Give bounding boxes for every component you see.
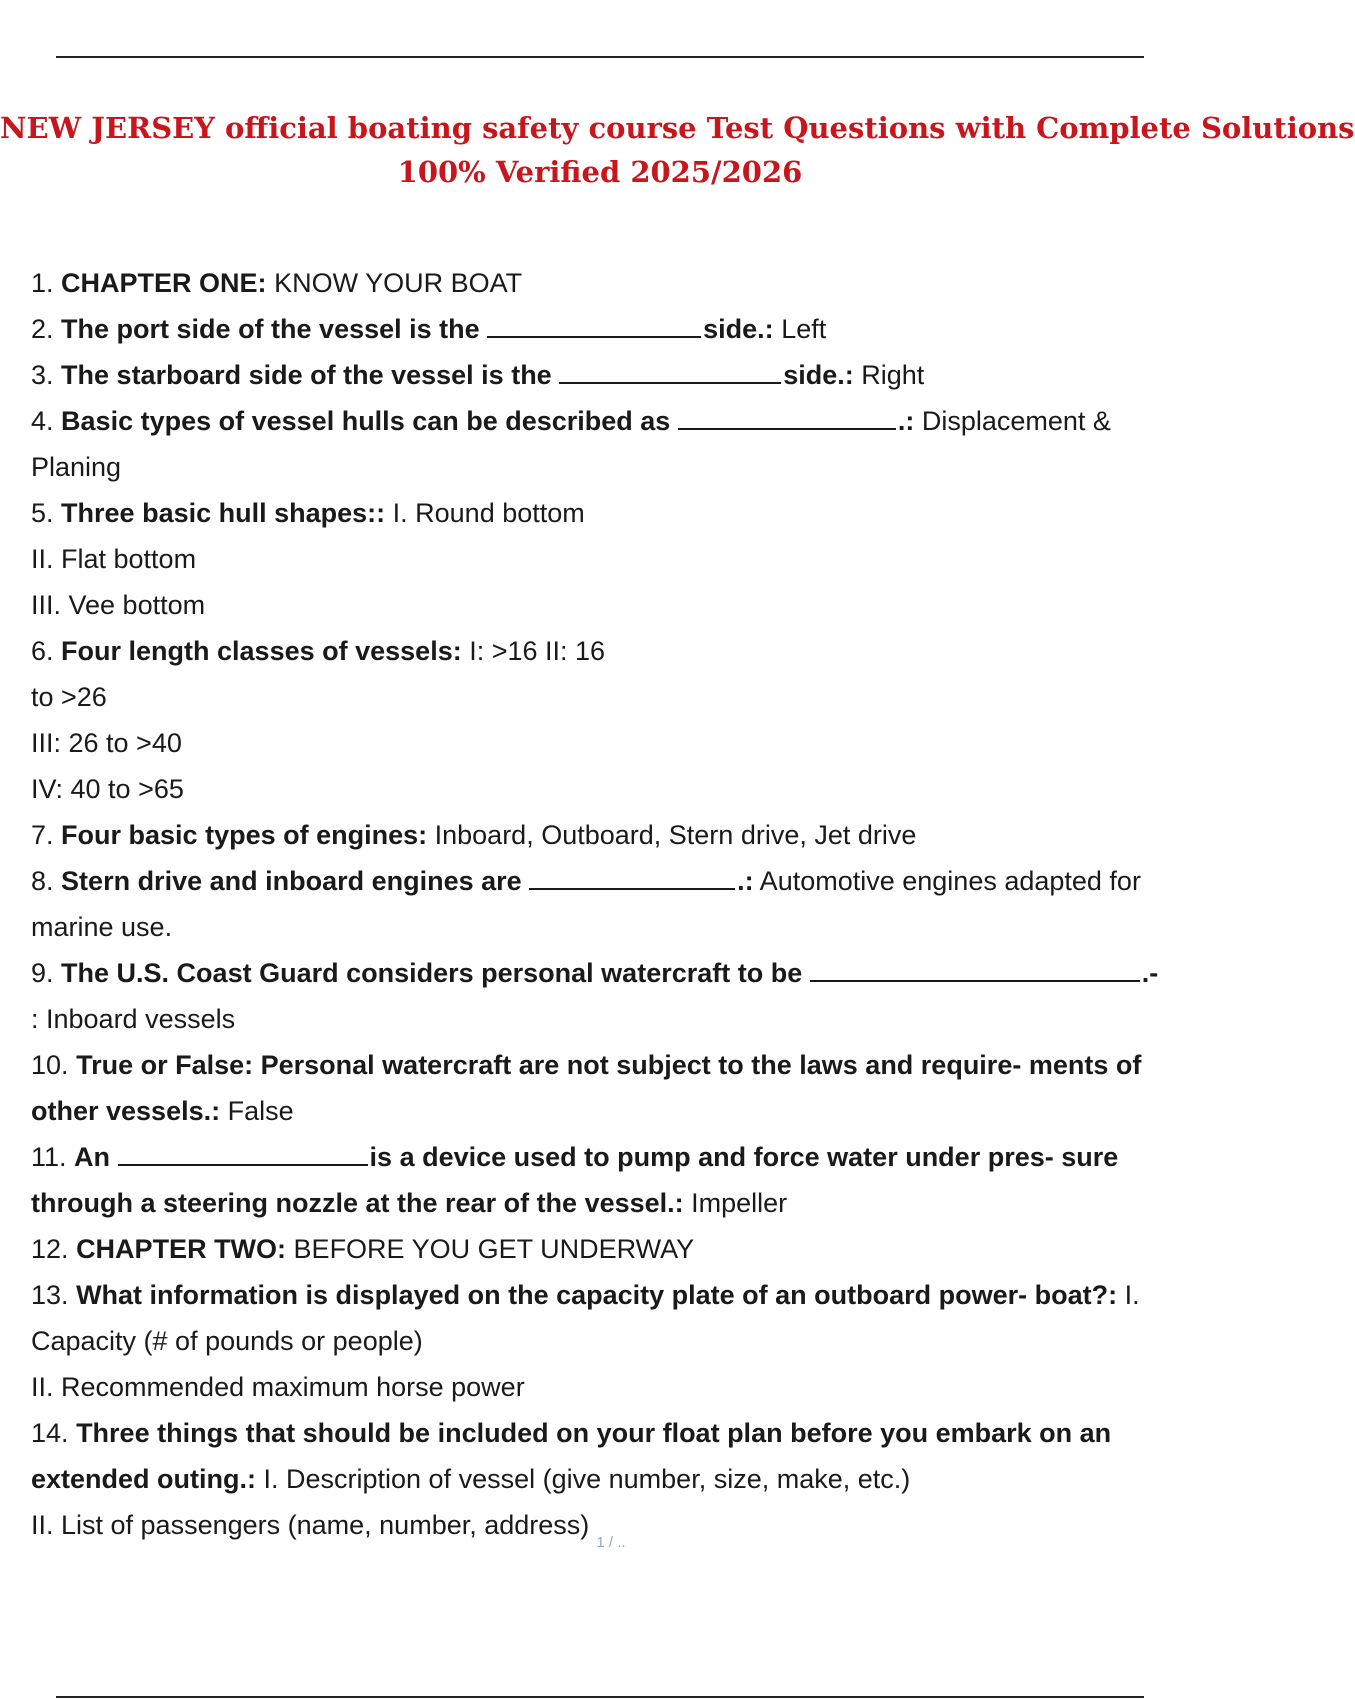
list-item: 9. The U.S. Coast Guard considers personal watercraft to be .-: [31, 958, 1159, 988]
question-continuation: other vessels.: False: [31, 1096, 294, 1126]
list-item: 2. The port side of the vessel is the side.: Left: [31, 314, 827, 344]
list-item: 6. Four length classes of vessels: I: >16 II: 16: [31, 636, 606, 666]
page-number: 1 / ..: [596, 1534, 626, 1551]
question-continuation: through a steering nozzle at the rear of the vessel.: Impeller: [31, 1188, 788, 1218]
answer-blank: [810, 958, 1140, 982]
list-item: 8. Stern drive and inboard engines are .: Automotive engines adapted for: [31, 866, 1141, 896]
document-title: [0, 106, 1355, 194]
list-item: 1. CHAPTER ONE: KNOW YOUR BOAT: [31, 268, 523, 298]
list-item: 7. Four basic types of engines: Inboard, Outboard, Stern drive, Jet drive: [31, 820, 917, 850]
answer-continuation: Capacity (# of pounds or people): [31, 1326, 423, 1356]
title-line-2: 100% Verified 2025/2026: [397, 155, 803, 189]
answer-blank: [529, 866, 735, 890]
answer-continuation: marine use.: [31, 912, 173, 942]
list-item: 4. Basic types of vessel hulls can be described as .: Displacement &: [31, 406, 1111, 436]
list-item: 11. An is a device used to pump and force water under pres- sure: [31, 1142, 1119, 1172]
answer-continuation: II. List of passengers (name, number, address): [31, 1510, 590, 1540]
answer-continuation: : Inboard vessels: [31, 1004, 236, 1034]
qa-list: [31, 260, 1181, 1548]
answer-continuation: II. Recommended maximum horse power: [31, 1372, 525, 1402]
answer-blank: [118, 1142, 368, 1166]
answer-blank: [487, 314, 701, 338]
list-item: 12. CHAPTER TWO: BEFORE YOU GET UNDERWAY: [31, 1234, 695, 1264]
list-item: 5. Three basic hull shapes:: I. Round bottom: [31, 498, 585, 528]
answer-continuation: to >26: [31, 682, 107, 712]
list-item: 14. Three things that should be included on your float plan before you embark on an: [31, 1418, 1112, 1448]
answer-continuation: III: 26 to >40: [31, 728, 182, 758]
answer-continuation: Planing: [31, 452, 122, 482]
list-item: 3. The starboard side of the vessel is the side.: Right: [31, 360, 925, 390]
answer-continuation: II. Flat bottom: [31, 544, 197, 574]
answer-continuation: III. Vee bottom: [31, 590, 206, 620]
list-item: 10. True or False: Personal watercraft are not subject to the laws and require- ments of: [31, 1050, 1142, 1080]
question-continuation: extended outing.: I. Description of vessel (give number, size, make, etc.): [31, 1464, 911, 1494]
title-line-1: NEW JERSEY official boating safety course Test Questions with Complete Solutions: [0, 111, 1355, 145]
bottom-rule: [56, 1696, 1144, 1698]
answer-blank: [559, 360, 781, 384]
answer-blank: [678, 406, 896, 430]
list-item: 13. What information is displayed on the capacity plate of an outboard power- boat?: I.: [31, 1280, 1140, 1310]
answer-continuation: IV: 40 to >65: [31, 774, 184, 804]
top-rule: [56, 56, 1144, 58]
